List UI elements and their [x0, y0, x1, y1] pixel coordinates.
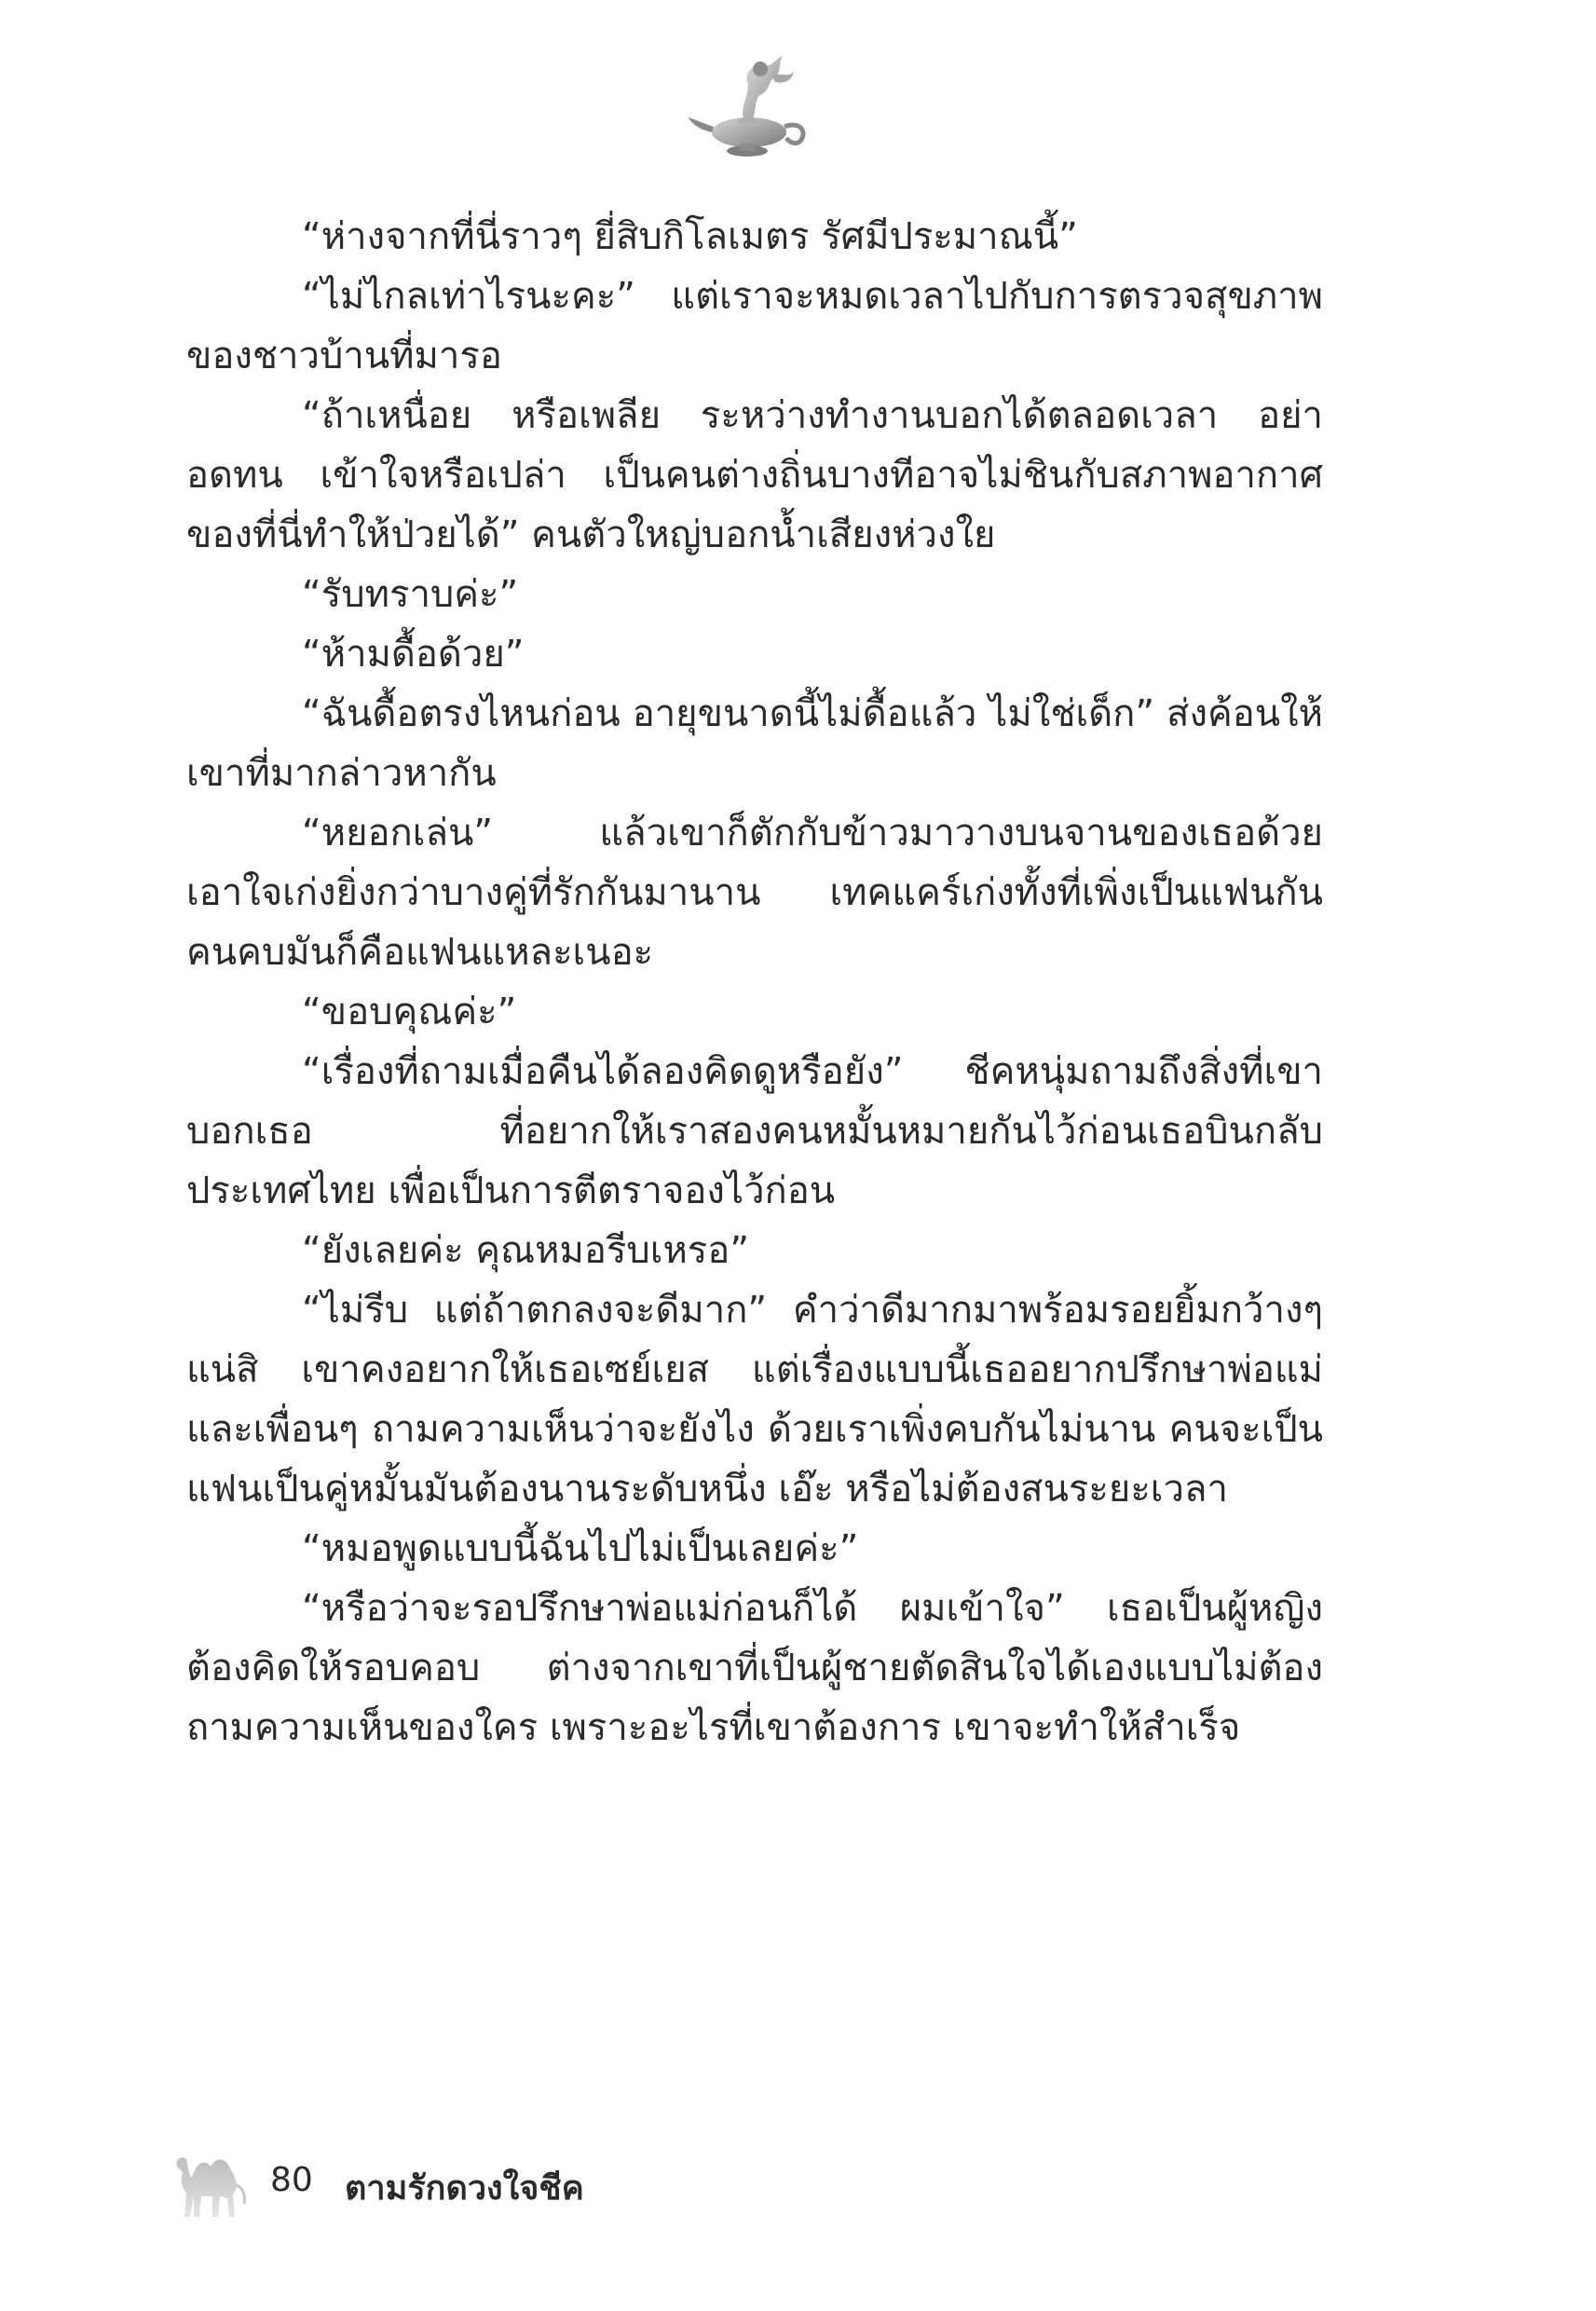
page-footer — [168, 2139, 820, 2222]
paragraph: “ฉันดื้อตรงไหนก่อน อายุขนาดนี้ไม่ดื้อแล้ว ไม่ใช่เด็ก” ส่งค้อนให้เขาที่มากล่าวหากัน — [186, 692, 1323, 795]
paragraph: “หมอพูดแบบนี้ฉันไปไม่เป็นเลยค่ะ” — [302, 1527, 859, 1570]
magic-lamp-icon — [686, 47, 816, 168]
paragraph: “หยอกเล่น” แล้วเขาก็ตักกับข้าวมาวางบนจานของเธอด้วย เอาใจเก่งยิ่งกว่าบางคู่ที่รักกันมานาน เทคแคร์เก่งทั้งที่เพิ่งเป็นแฟนกัน คนคบมันก็คือแฟนแหละเนอะ — [186, 812, 1323, 974]
paragraph: “ยังเลยค่ะ คุณหมอรีบเหรอ” — [302, 1229, 750, 1272]
paragraph: “ถ้าเหนื่อย หรือเพลีย ระหว่างทำงานบอกได้ตลอดเวลา อย่าอดทน เข้าใจหรือเปล่า เป็นคนต่างถิ่นบางทีอาจไม่ชินกับสภาพอากาศของที่นี่ทำให้ป่วยได้” คนตัวใหญ่บอกน้ำเสียงห่วงใย — [186, 394, 1323, 556]
paragraph: “หรือว่าจะรอปรึกษาพ่อแม่ก่อนก็ได้ ผมเข้าใจ” เธอเป็นผู้หญิงต้องคิดให้รอบคอบ ต่างจากเขาที่เป็นผู้ชายตัดสินใจได้เองแบบไม่ต้องถามความเห็นของใคร เพราะอะไรที่เขาต้องการ เขาจะทำให้สำเร็จ — [186, 1587, 1323, 1749]
paragraph: “ห่างจากที่นี่ราวๆ ยี่สิบกิโลเมตร รัศมีประมาณนี้” — [302, 215, 1078, 258]
page-number: 80 — [270, 2161, 313, 2199]
paragraph: “เรื่องที่ถามเมื่อคืนได้ลองคิดดูหรือยัง” ชีคหนุ่มถามถึงสิ่งที่เขาบอกเธอ ที่อยากให้เราสองคนหมั้นหมายกันไว้ก่อนเธอบินกลับประเทศไทย เพื่อเป็นการตีตราจองไว้ก่อน — [186, 1050, 1323, 1212]
paragraph: “ไม่รีบ แต่ถ้าตกลงจะดีมาก” คำว่าดีมากมาพร้อมรอยยิ้มกว้างๆ แน่สิ เขาคงอยากให้เธอเซย์เยส แต่เรื่องแบบนี้เธออยากปรึกษาพ่อแม่และเพื่อนๆ ถามความเห็นว่าจะยังไง ด้วยเราเพิ่งคบกันไม่นาน คนจะเป็นแฟนเป็นคู่หมั้นมันต้องนานระดับหนึ่ง เอ๊ะ หรือไม่ต้องสนระยะเวลา — [186, 1289, 1323, 1511]
paragraph: “ไม่ไกลเท่าไรนะคะ” แต่เราจะหมดเวลาไปกับการตรวจสุขภาพของชาวบ้านที่มารอ — [186, 275, 1323, 377]
paragraph: “ขอบคุณค่ะ” — [302, 991, 517, 1033]
camel-icon — [168, 2139, 261, 2222]
paragraph: “รับทราบค่ะ” — [302, 573, 519, 616]
body-text — [186, 207, 1323, 1757]
book-title: ตามรักดวงใจชีค — [345, 2169, 584, 2208]
paragraph: “ห้ามดื้อด้วย” — [302, 633, 525, 676]
